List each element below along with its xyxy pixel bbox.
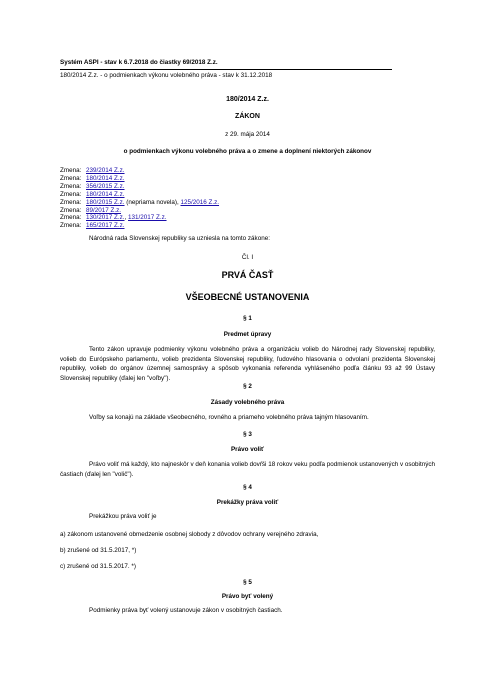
header-document-line: 180/2014 Z.z. - o podmienkach výkonu volebného práva - stav k 31.12.2018	[60, 72, 273, 79]
section-5-text: Podmienky práva byť volený ustanovuje zákon v osobitných častiach.	[89, 607, 283, 614]
section-1-number: § 1	[243, 315, 252, 322]
amendment-label: Zmena:	[60, 182, 82, 190]
section-5-title: Právo byť volený	[221, 593, 274, 600]
amendment-link[interactable]: 89/2017 Z.z.	[86, 206, 122, 214]
section-4-item-a: a) zákonom ustanovené obmedzenie osobnej slobody z dôvodov ochrany verejného zdravia,	[60, 531, 319, 538]
amendment-link[interactable]: 180/2015 Z.z.	[86, 198, 125, 206]
section-3-text: Právo voliť má každý, kto najneskôr v deň konania volieb dovŕši 18 rokov veku podľa podmienok ustanovených v osobitných častiach (ďalej len "volič").	[60, 461, 435, 478]
amendment-label: Zmena:	[60, 167, 82, 174]
header-divider	[60, 69, 392, 70]
amendment-row	[60, 214, 167, 221]
amendment-link[interactable]: 131/2017 Z.z.	[128, 214, 167, 222]
section-4-intro: Prekážkou práva voliť je	[89, 513, 157, 520]
amendment-note: (nepriama novela),	[124, 198, 181, 206]
law-date: z 29. mája 2014	[225, 131, 270, 138]
section-1-title: Predmet úpravy	[223, 331, 272, 338]
part-subtitle: VŠEOBECNÉ USTANOVENIA	[185, 292, 310, 302]
section-2-text: Voľby sa konajú na základe všeobecného, rovného a priameho volebného práva tajným hlasovaním.	[89, 414, 369, 421]
amendment-label: Zmena:	[60, 190, 82, 198]
section-2-title: Zásady volebného práva	[210, 399, 285, 406]
section-3-number: § 3	[243, 431, 252, 438]
amendment-link[interactable]: 180/2014 Z.z.	[86, 190, 125, 198]
amendment-link[interactable]: 356/2015 Z.z.	[86, 182, 125, 190]
section-4-number: § 4	[243, 484, 252, 491]
amendment-row	[60, 175, 125, 182]
section-5-number: § 5	[243, 579, 252, 586]
amendment-row	[60, 199, 219, 206]
amendment-row	[60, 222, 125, 229]
amendment-label: Zmena:	[60, 174, 82, 182]
amendment-link[interactable]: 130/2017 Z.z.	[86, 214, 125, 222]
amendment-label: Zmena:	[60, 206, 82, 214]
section-4-title: Prekážky práva voliť	[216, 499, 279, 506]
amendment-link[interactable]: 125/2016 Z.z.	[180, 198, 220, 206]
amendment-link[interactable]: 239/2014 Z.z.	[86, 167, 125, 174]
preamble: Národná rada Slovenskej republiky sa uzniesla na tomto zákone:	[89, 235, 270, 242]
section-1-text: Tento zákon upravuje podmienky výkonu volebného práva a organizáciu volieb do Národnej rady Slovenskej republiky, volieb do Európskeho parlamentu, volieb prezidenta Slovenskej republiky, ľudového hlasovania o odvolaní prezidenta Slovenskej republiky, volieb do orgánov územnej samosprávy a spôsob vykonania referenda vyhláseného podľa článku 93 až 99 Ústavy Slovenskej republiky (ďalej len "voľby").	[60, 346, 435, 382]
amendment-note: ,	[124, 214, 129, 222]
section-4-item-b: b) zrušené od 31.5.2017, *)	[60, 547, 137, 554]
amendment-link[interactable]: 165/2017 Z.z.	[86, 222, 125, 230]
article-label: Čl. I	[241, 254, 254, 261]
amendment-row	[60, 191, 125, 198]
section-3-title: Právo voliť	[230, 446, 265, 453]
amendment-row	[60, 183, 125, 190]
amendment-row	[60, 207, 121, 214]
section-4-item-c: c) zrušené od 31.5.2017. *)	[60, 563, 136, 570]
header-system-line: Systém ASPI - stav k 6.7.2018 do čiastky 69/2018 Z.z.	[60, 59, 218, 66]
law-number: 180/2014 Z.z.	[226, 96, 269, 103]
section-2-number: § 2	[243, 383, 252, 390]
amendment-label: Zmena:	[60, 198, 82, 206]
amendment-label: Zmena:	[60, 214, 82, 222]
amendment-link[interactable]: 180/2014 Z.z.	[86, 174, 125, 182]
amendment-label: Zmena:	[60, 222, 82, 230]
part-title: PRVÁ ČASŤ	[221, 270, 274, 280]
law-type: ZÁKON	[235, 113, 260, 120]
amendment-row	[60, 167, 125, 174]
law-subject: o podmienkach výkonu volebného práva a o zmene a doplnení niektorých zákonov	[123, 148, 372, 155]
